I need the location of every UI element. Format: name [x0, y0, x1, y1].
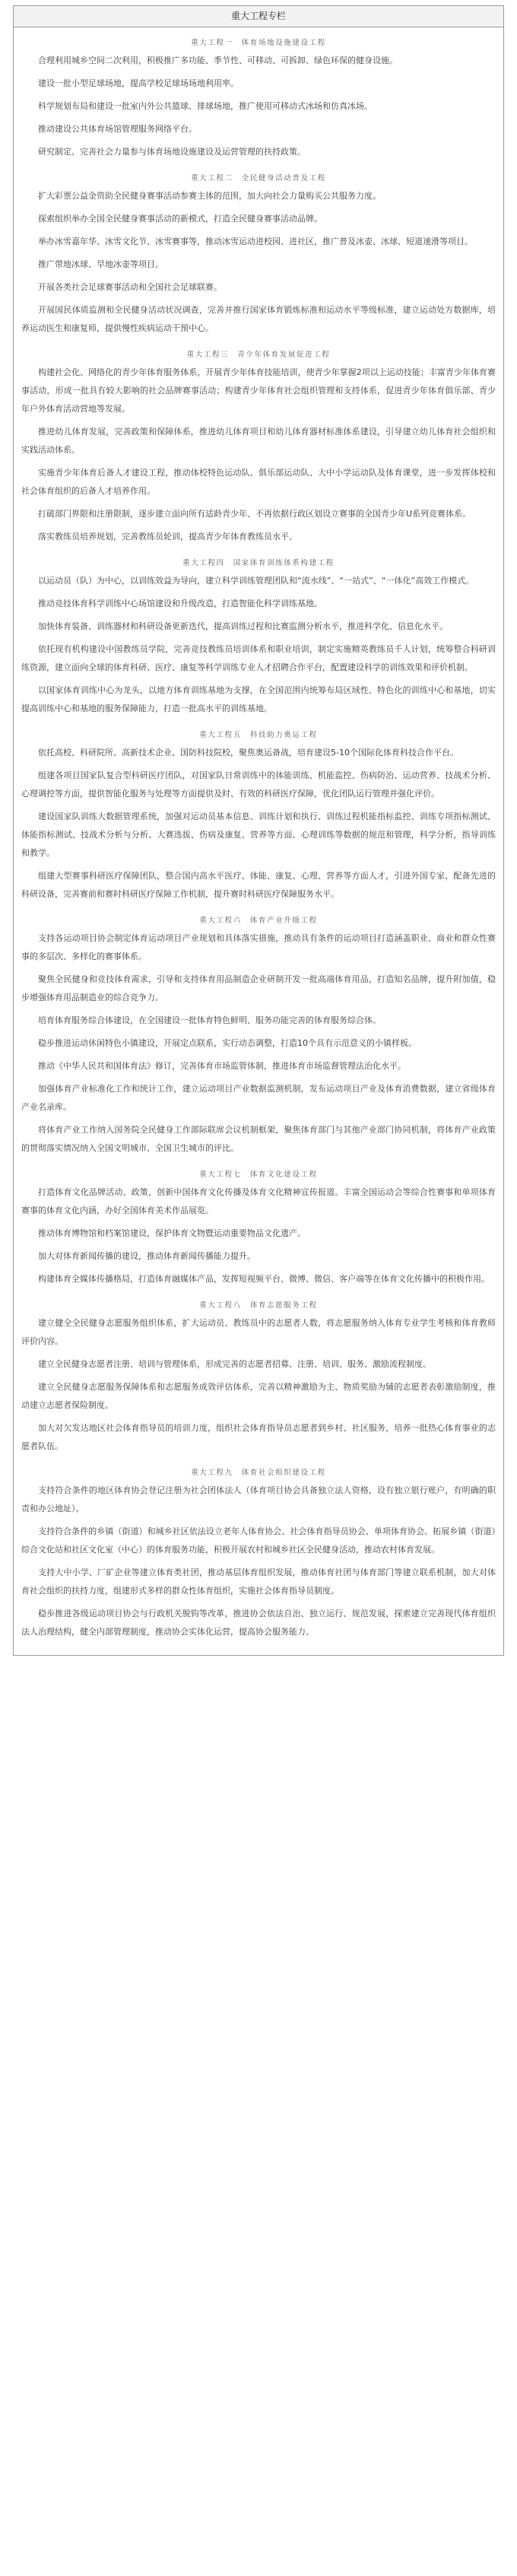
section-heading: 重大工程七 体育文化建设工程	[199, 1170, 318, 1179]
section-paragraph: 支持各运动项目协会制定体育运动项目产业规划和具体落实措施，推动具有条件的运动项目打造涵盖职业、商业和群众性赛事的多层次、多样化的赛事体系。	[21, 933, 496, 961]
special-column-panel	[13, 5, 504, 1656]
section-heading: 重大工程三 青少年体育发展促进工程	[186, 351, 331, 359]
section-paragraph: 落实教练员培养规划，完善教练员轮训，提高青少年体育教练员水平。	[38, 532, 297, 542]
section-paragraph: 开展国民体质监测和全民健身活动状况调查，完善并推行国家体育锻炼标准和运动水平等级标准，建立运动处方数据库，培养运动医生和康复师，提供慢性疾病运动干预中心。	[21, 305, 496, 333]
section-paragraph: 将体育产业工作纳入国务院全民健身工作部际联席会议机制框架，聚焦体育部门与其他产业部门协同机制，将体育产业政策的贯彻落实情况纳入全国文明城市、全国卫生城市的评比。	[21, 1125, 496, 1153]
section-heading: 重大工程六 体育产业升级工程	[199, 916, 318, 925]
section-paragraph: 推进幼儿体育发展，完善政策和保障体系，推进幼儿体育项目和幼儿体育器材标准体系建设，引导建立幼儿体育社会组织和实践活动体系。	[21, 427, 496, 455]
section-paragraph: 研究制定、完善社会力量参与体育场地设施建设及运营管理的扶持政策。	[38, 147, 306, 157]
section-paragraph: 建设国家队训练大数据管理系统，加强对运动员基本信息、训练计划和执行、训练过程机能指标监控、训练专项指标测试、体能指标测试、技战术分析与分析、大赛选拔、伤病及康复、营养等方面、心理训练等数据的规范和管理，科学分析，指导训练和教学。	[21, 812, 496, 858]
section-paragraph: 组建大型赛事科研医疗保障团队，整合国内高水平医疗、体能、康复、心理、营养等方面人才，引进外国专家，配备先进的科研设备，完善赛前和赛时科研医疗保障工作机制，提升赛时科研医疗保障服务水平。	[21, 871, 496, 899]
section-paragraph: 打破部门界限和注册限制，逐步建立面向所有适龄青少年、不再依据行政区划设立赛事的全国青少年U系列竞赛体系。	[38, 509, 471, 519]
section-paragraph: 稳步推进各级运动项目协会与行政机关脱钩等改革，推进协会依法自治、独立运行、规范发展，探索建立完善现代体育组织法人治理结构，健全内部管理制度，推动协会实体化运营，提高协会服务能力。	[21, 1609, 496, 1637]
section-heading: 重大工程八 体育志愿服务工程	[199, 1301, 318, 1310]
section-paragraph: 以运动员（队）为中心，以训练效益为导向，建立科学训练管理团队和“流水线”、“一站式”、“一体化”高效工作模式。	[38, 576, 474, 586]
section-paragraph: 实施青少年体育后备人才建设工程，推动体校特色运动队、俱乐部运动队、大中小学运动队及体育课堂，进一步发挥体校和社会体育组织的后备人才培养作用。	[21, 468, 496, 496]
section-paragraph: 建立全民健身志愿服务保障体系和志愿服务成效评估体系，完善以精神激励为主、物质奖励为辅的志愿者表彰激励制度，推动建立志愿者保险制度。	[21, 1382, 496, 1410]
section-paragraph: 构建社会化、网络化的青少年体育服务体系，开展青少年体育技能培训，使青少年掌握2项以上运动技能；丰富青少年体育赛事活动，形成一批具有较大影响的社会品牌赛事活动；构建青少年体育社会组织管理和支持体系，促进青少年体育俱乐部、青少年户外体育活动营地等发展。	[21, 367, 496, 414]
section-paragraph: 举办冰雪嘉年华、冰雪文化节、冰雪赛事等，推动冰雪运动进校园、进社区，推广普及冰壶、冰球、短道速滑等项目。	[38, 237, 473, 246]
section-paragraph: 合理利用城乡空间二次利用，积极推广多功能、季节性、可移动、可拆卸、绿色环保的健身设施。	[38, 56, 398, 65]
section-paragraph: 支持大中小学、厂矿企业等建立体育类社团，推动基层体育组织发展，推动体育社团与体育部门等建立联系机制，加大对体育社会组织的扶持力度，组建形式多样的群众性体育组织，实施社会体育指导员制度。	[21, 1568, 496, 1596]
section-paragraph: 组建各项目国家队复合型科研医疗团队，对国家队日常训练中的体能训练、机能监控、伤病防治、运动营养、技战术分析、心理调控等方面，提供智能化服务与处理等方面提供及时、有效的科研医疗保障，优化团队运行管理并强化评价。	[21, 770, 496, 799]
page-title: 重大工程专栏	[14, 6, 503, 27]
section-paragraph: 加快体育装备、训练器材和科研设备更新迭代，提高训练过程和比赛监测分析水平，推进科学化、信息化水平。	[38, 621, 448, 631]
section-paragraph: 构建体育全媒体传播格局，打造体育融媒体产品，发挥短视频平台、微博、微信、客户端等在体育文化传播中的积极作用。	[38, 1274, 490, 1284]
section-paragraph: 加大对体育新闻传播的建设，推动体育新闻传播能力提升。	[38, 1251, 255, 1261]
section-paragraph: 支持符合条件的地区体育协会登记注册为社会团体法人（体育项目协会具备独立法人资格，设有独立银行账户，有明确的职责和办公地址）。	[21, 1485, 496, 1514]
section-paragraph: 加大对欠发达地区社会体育指导员的培训力度，组织社会体育指导员志愿者到乡村、社区服务，培养一批热心体育事业的志愿者队伍。	[21, 1423, 496, 1451]
section-paragraph: 推动竞技体育科学训练中心场馆建设和升级改造，打造智能化科学训练基地。	[38, 599, 322, 608]
section-heading: 重大工程四 国家体育训练体系构建工程	[182, 559, 335, 567]
article-body	[14, 27, 503, 1655]
section-paragraph: 打造体育文化品牌活动、政策，创新中国体育文化传播及体育文化精神宣传报道。丰富全国运动会等综合性赛事和单项体育赛事的体育文化内涵，办好全国体育美术作品展览。	[21, 1187, 496, 1215]
section-paragraph: 推动体育博物馆和档案馆建设，保护体育文物暨运动重要物品文化遗产。	[38, 1228, 306, 1238]
section-paragraph: 稳步推进运动休闲特色小镇建设，开展定点联系，实行动态调整，打造10个具有示范意义的小镇样板。	[38, 1038, 417, 1048]
section-heading: 重大工程九 体育社会组织建设工程	[191, 1469, 326, 1477]
section-paragraph: 加强体育产业标准化工作和统计工作，建立运动项目产业数据监测机制，发布运动项目产业及体育消费数据，建立省级体育产业名录库。	[21, 1084, 496, 1112]
section-paragraph: 以国家体育训练中心为龙头，以地方体育训练基地为支撑，在全国范围内统筹布局区域性、特色化的训练中心和基地，切实提高训练中心和基地的服务保障能力，打造一批高水平的训练基地。	[21, 685, 496, 713]
section-paragraph: 培育体育服务综合体建设，在全国建设一批体育特色鲜明、服务功能完善的体育服务综合体。	[38, 1015, 381, 1025]
section-paragraph: 支持符合条件的乡镇（街道）和城乡社区依法设立老年人体育协会、社会体育指导员协会、单项体育协会。拓展乡镇（街道）综合文化站和社区文化室（中心）的体育服务功能，积极开展农村和城乡社区全民健身活动，推动农村体育发展。	[21, 1526, 496, 1555]
section-paragraph: 聚焦全民健身和竞技体育需求，引导和支持体育用品制造企业研制开发一批高端体育用品，打造知名品牌，提升附加值，稳步增强体育用品制造业的综合竞争力。	[21, 974, 496, 1002]
section-heading: 重大工程二 全民健身活动普及工程	[191, 174, 326, 183]
section-paragraph: 推动《中华人民共和国体育法》修订，完善体育市场监管体制，推进体育市场监督管理法治化水平。	[38, 1061, 406, 1071]
section-paragraph: 开展各类社会足球赛事活动和全国社会足球联赛。	[38, 282, 222, 292]
section-paragraph: 扩大彩票公益金资助全民健身赛事活动参赛主体的范围，加大向社会力量购买公共服务力度。	[38, 191, 381, 201]
section-paragraph: 探索组织举办全国全民健身赛事活动的新模式，打造全民健身赛事活动品牌。	[38, 214, 322, 224]
section-paragraph: 依托高校、科研院所、高新技术企业、国防科技院校，聚焦奥运备战，培育建设5-10个国际化体育科技合作平台。	[38, 748, 458, 758]
section-heading: 重大工程一 体育场地设施建设工程	[191, 39, 326, 47]
section-paragraph: 建立全民健身志愿者注册、培训与管理体系，形成完善的志愿者招募、注册、培训、服务、激励流程制度。	[38, 1359, 431, 1369]
section-paragraph: 推广带地冰球、旱地冰壶等项目。	[38, 259, 163, 269]
section-heading: 重大工程五 科技助力奥运工程	[199, 731, 318, 739]
section-paragraph: 建设一批小型足球场地，提高学校足球场场地利用率。	[38, 78, 239, 88]
section-paragraph: 推动建设公共体育场馆管理服务网络平台。	[38, 124, 197, 134]
section-paragraph: 依托现有机构建设中国教练员学院，完善竞技教练员培训体系和职业培训，制定实施精英教练员千人计划，统筹整合科研训练资源，建立面向全球的体育科研、医疗、康复等科学训练专业人才招聘合作平台，配置建设科学的训练效果和评价机制。	[21, 644, 496, 672]
section-paragraph: 建立健全全民健身志愿服务组织体系，扩大运动员、教练员中的志愿者人数，将志愿服务纳入体育专业学生考核和体育教师评价内容。	[21, 1318, 496, 1346]
section-paragraph: 科学规划布局和建设一批室内外公共篮球、排球场地，推广使用可移动式冰场和仿真冰场。	[38, 101, 373, 111]
